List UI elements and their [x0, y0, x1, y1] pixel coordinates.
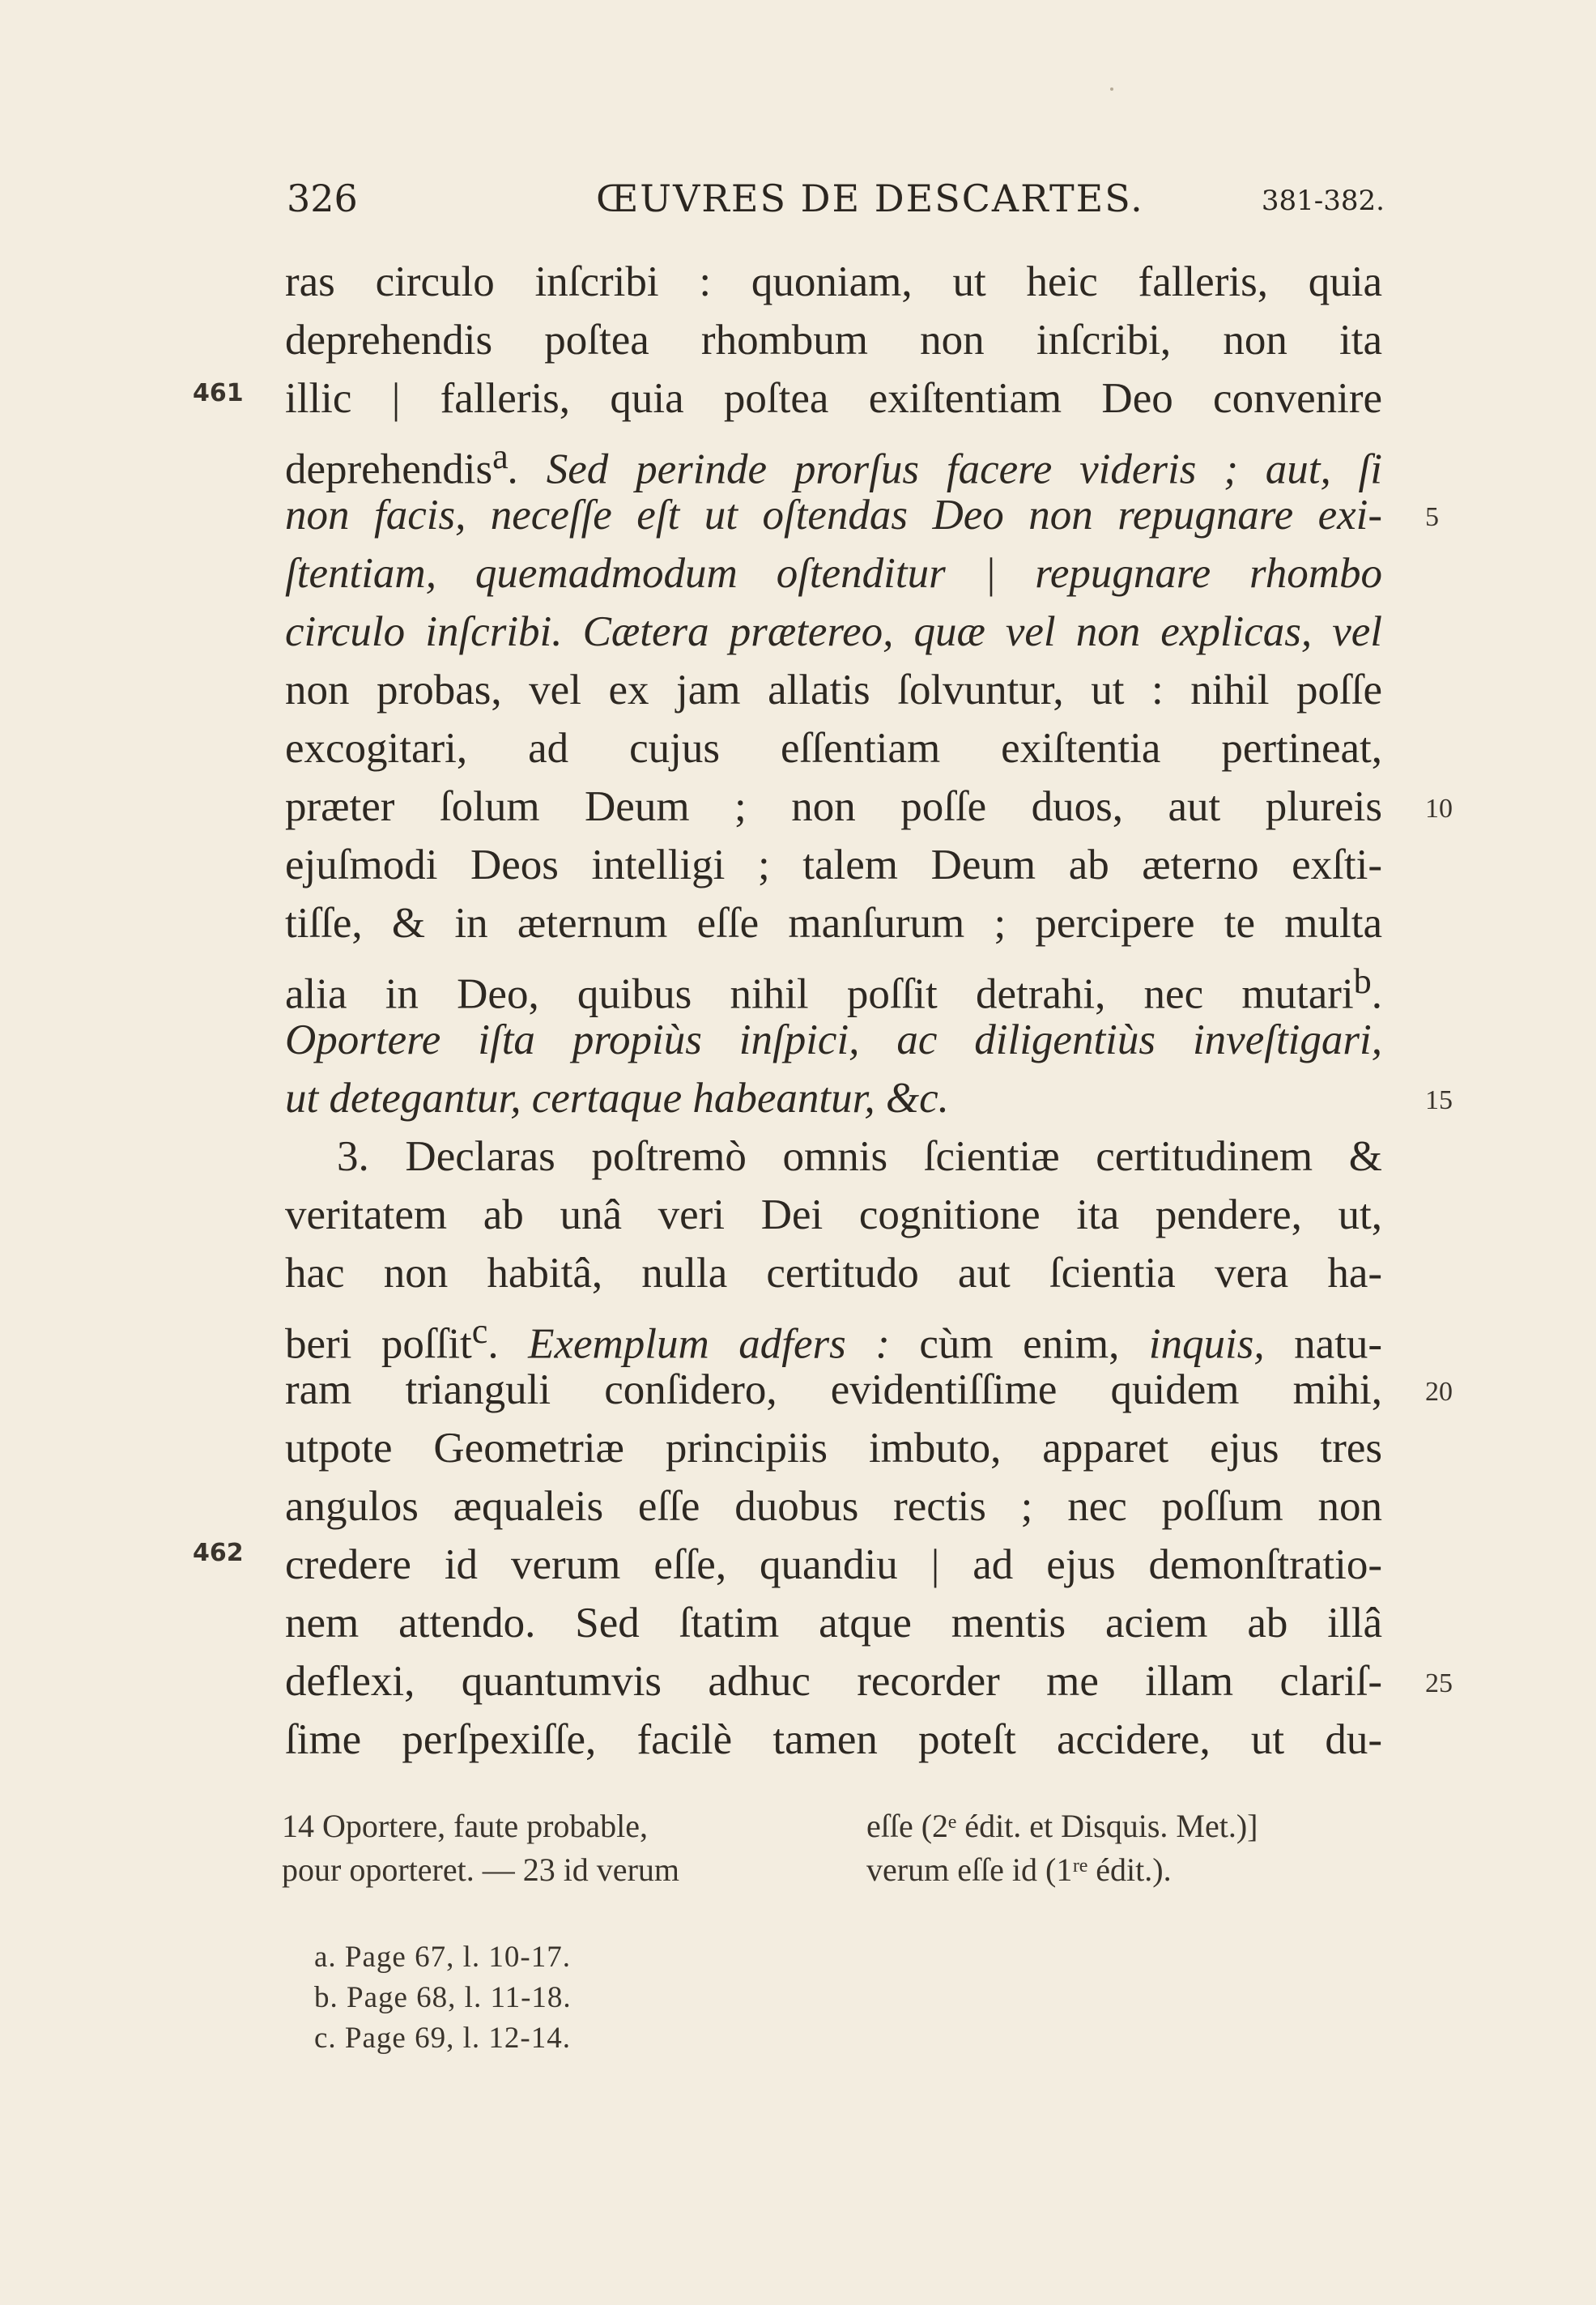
italic-segment: ut detegantur, certaque habeantur, &c. [285, 1075, 949, 1122]
text-line: excogitari, ad cujus eſſentiam exiſtentia pertineat, [285, 725, 1382, 772]
running-title: ŒUVRES DE DESCARTES. [596, 177, 1144, 220]
italic-segment: non facis, neceſſe eſt ut oſtendas Deo non repugnare exi- [285, 492, 1382, 539]
text-line: ram trianguli conſidero, evidentiſſime quidem mihi, [285, 1366, 1382, 1413]
italic-segment: Oportere iſta propiùs inſpici, ac diligentiùs inveſtigari, [285, 1016, 1382, 1063]
footnote-marker: b [1353, 961, 1372, 1001]
text-segment: beri poſſit [285, 1320, 472, 1368]
text-segment: alia in Deo, quibus nihil poſſit detrahi, nec mutari [285, 970, 1354, 1018]
text-segment: natu- [1264, 1320, 1382, 1368]
critical-apparatus [282, 1804, 1387, 1894]
italic-segment: inquis, [1148, 1320, 1265, 1368]
text-line: deflexi, quantumvis adhuc recorder me illam clariſ- [285, 1658, 1382, 1705]
text-line [285, 952, 1382, 1018]
italic-segment: circulo inſcribi. Cætera prætereo, quæ vel non explicas, vel [285, 608, 1382, 655]
margin-reference-461: 461 [193, 379, 244, 407]
text-line [285, 428, 1382, 493]
line-number-5: 5 [1425, 502, 1439, 532]
text-line [285, 1011, 1382, 1069]
text-line: præter ſolum Deum ; non poſſe duos, aut plureis [285, 783, 1382, 830]
footnote-a: a. Page 67, l. 10-17. [314, 1941, 571, 1974]
text-segment: . [1371, 970, 1382, 1018]
text-line: illic | falleris, quia poſtea exiſtentiam Deo convenire [285, 375, 1382, 422]
text-line [285, 1302, 1382, 1368]
italic-segment: ſtentiam, quemadmodum oſtenditur | repugnare rhombo [285, 550, 1382, 597]
text-line: deprehendis poſtea rhombum non inſcribi, non ita [285, 317, 1382, 364]
apparatus-line: verum eſſe id (1ʳᵉ édit.). [866, 1851, 1172, 1888]
page-range: 381-382. [1261, 185, 1385, 217]
line-number-10: 10 [1425, 794, 1453, 824]
apparatus-line: eſſe (2ᵉ édit. et Disquis. Met.)] [866, 1808, 1258, 1844]
text-line: utpote Geometriæ principiis imbuto, apparet ejus tres [285, 1425, 1382, 1472]
text-line: nem attendo. Sed ſtatim atque mentis aciem ab illâ [285, 1600, 1382, 1647]
line-number-25: 25 [1425, 1668, 1453, 1698]
page-number: 326 [287, 177, 358, 220]
text-line [285, 603, 1382, 661]
text-line: tiſſe, & in æternum eſſe manſurum ; percipere te multa [285, 900, 1382, 947]
italic-segment: Exemplum adfers : [528, 1320, 890, 1368]
text-line: non probas, vel ex jam allatis ſolvuntur, ut : nihil poſſe [285, 667, 1382, 714]
text-line: hac non habitâ, nulla certitudo aut ſcientia vera ha- [285, 1250, 1382, 1297]
text-line [285, 544, 1382, 603]
footnote-marker: a [492, 437, 509, 476]
footnote-b: b. Page 68, l. 11-18. [314, 1981, 572, 2014]
apparatus-line: 14 Oportere, faute probable, [282, 1808, 649, 1844]
margin-reference-462: 462 [193, 1539, 244, 1567]
running-head [283, 177, 1385, 225]
text-line: ras circulo inſcribi : quoniam, ut heic falleris, quia [285, 258, 1382, 305]
footnotes [314, 1937, 572, 2059]
text-line: 3. Declaras poſtremò omnis ſcientiæ certitudinem & [337, 1133, 1382, 1180]
apparatus-left-column [282, 1804, 816, 1892]
italic-segment: . Sed perinde prorſus facere videris ; aut, ſi [508, 445, 1382, 493]
line-number-15: 15 [1425, 1085, 1453, 1115]
text-line: ſime perſpexiſſe, facilè tamen poteſt accidere, ut du- [285, 1716, 1382, 1763]
footnote-marker: c [471, 1311, 488, 1351]
text-line: ejuſmodi Deos intelligi ; talem Deum ab æterno exſti- [285, 841, 1382, 888]
text-line: credere id verum eſſe, quandiu | ad ejus demonſtratio- [285, 1541, 1382, 1588]
text-line [285, 1069, 1382, 1127]
text-segment: deprehendis [285, 445, 493, 493]
text-segment: cùm enim, [889, 1320, 1149, 1368]
footnote-c: c. Page 69, l. 12-14. [314, 2022, 571, 2055]
apparatus-line: pour oporteret. — 23 id verum [282, 1851, 679, 1888]
text-segment: . [487, 1320, 529, 1368]
text-line: veritatem ab unâ veri Dei cognitione ita pendere, ut, [285, 1191, 1382, 1238]
paper-speck [1110, 87, 1113, 91]
apparatus-right-column [866, 1804, 1389, 1892]
text-line [285, 486, 1382, 544]
body-text [285, 253, 1382, 1769]
text-line: angulos æqualeis eſſe duobus rectis ; nec poſſum non [285, 1483, 1382, 1530]
line-number-20: 20 [1425, 1377, 1453, 1407]
